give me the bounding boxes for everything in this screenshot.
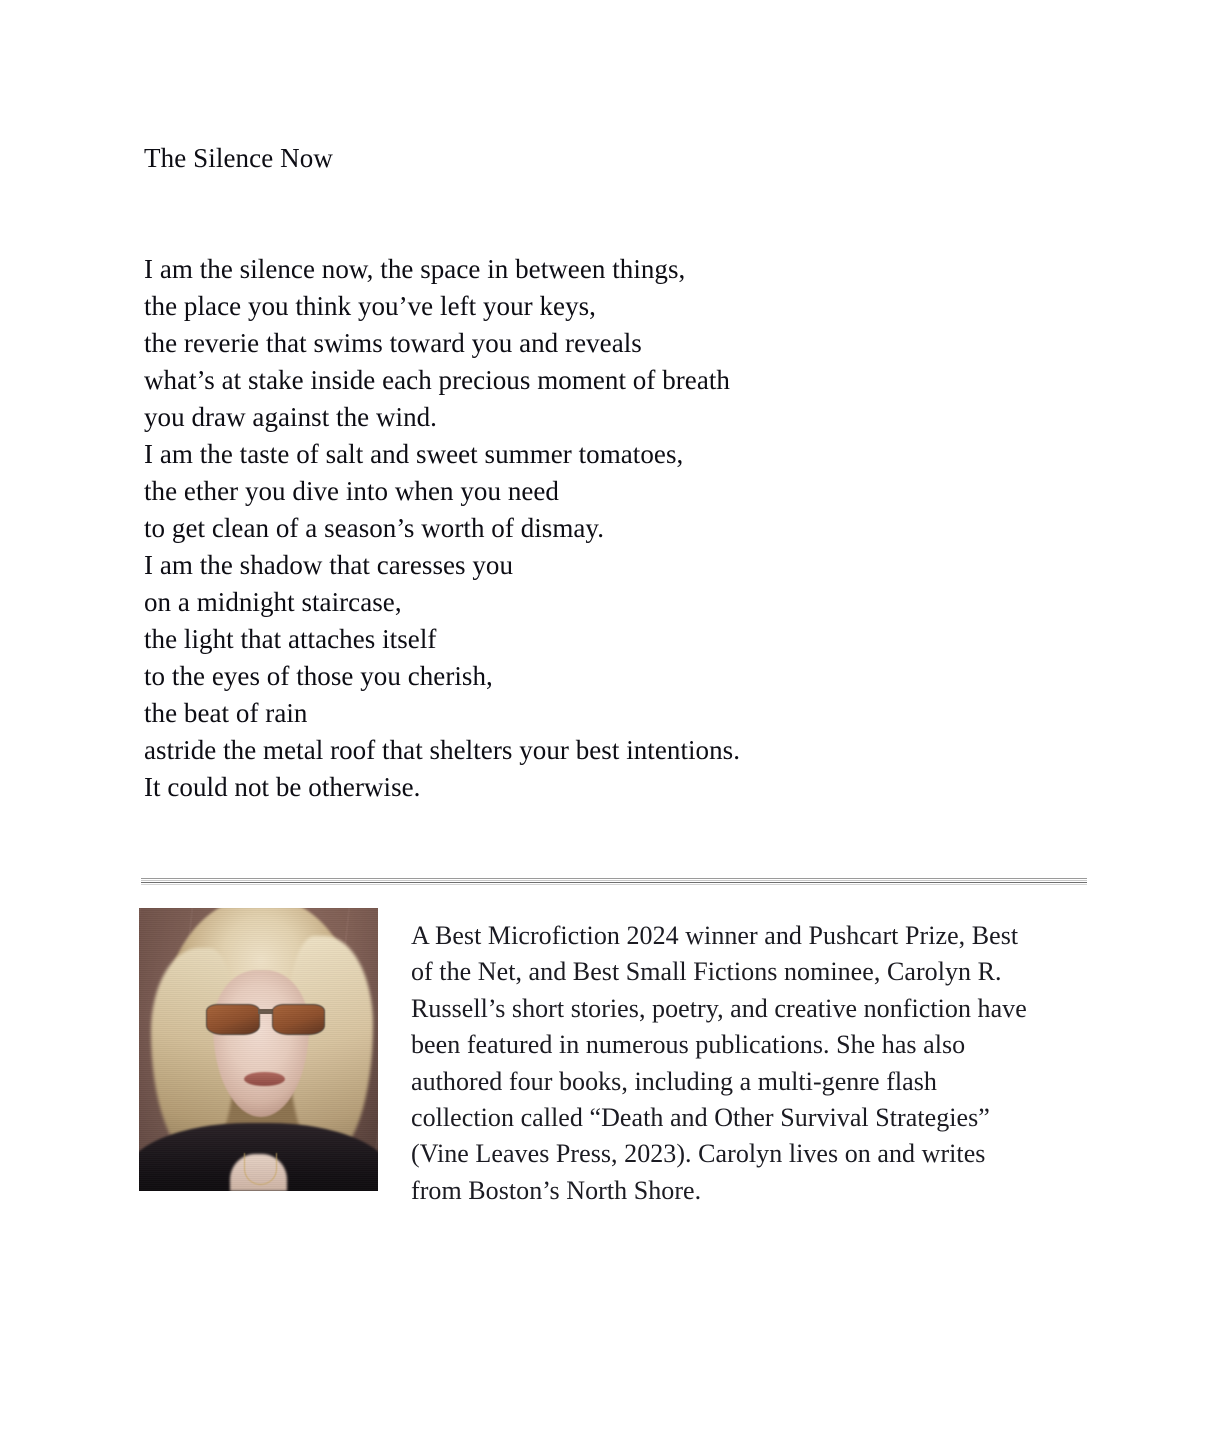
poem-line: the reverie that swims toward you and reveals <box>144 328 642 358</box>
bio-line: of the Net, and Best Small Fictions nominee, Carolyn R. <box>411 957 1002 987</box>
bio-line: A Best Microfiction 2024 winner and Pushcart Prize, Best <box>411 921 1019 950</box>
divider-rule-bottom <box>141 884 1087 885</box>
author-bio-text <box>411 918 1081 1209</box>
poem-line: the light that attaches itself <box>144 624 437 654</box>
poem-line: on a midnight staircase, <box>144 587 402 617</box>
bio-line: been featured in numerous publications. She has also <box>411 1030 966 1060</box>
bio-line: from Boston’s North Shore. <box>411 1175 702 1205</box>
poem-line: the ether you dive into when you need <box>144 476 559 506</box>
poem-line: to get clean of a season’s worth of dismay. <box>144 513 605 543</box>
poem-line: It could not be otherwise. <box>144 772 421 802</box>
bio-line: (Vine Leaves Press, 2023). Carolyn lives on and writes <box>411 1139 986 1169</box>
horizontal-divider <box>141 878 1087 887</box>
poem-line: what’s at stake inside each precious moment of breath <box>144 365 730 395</box>
sunglasses-lens-right <box>272 1004 326 1035</box>
poem-line: I am the silence now, the space in between things, <box>144 254 686 284</box>
poem-title: The Silence Now <box>144 143 333 173</box>
poem-block <box>144 140 1064 806</box>
sunglasses-bridge <box>258 1009 272 1014</box>
sunglasses-lens-left <box>206 1004 260 1035</box>
poem-line: the place you think you’ve left your keys, <box>144 291 596 321</box>
sunglasses-icon <box>206 1004 326 1035</box>
divider-rule-top <box>141 878 1087 879</box>
poem-line: you draw against the wind. <box>144 402 437 432</box>
poem-line: astride the metal roof that shelters your best intentions. <box>144 735 741 765</box>
poem-line: I am the taste of salt and sweet summer tomatoes, <box>144 439 684 469</box>
author-photo <box>139 908 378 1191</box>
poem-line: I am the shadow that caresses you <box>144 550 514 580</box>
divider-rule-inner-top <box>141 880 1087 881</box>
bio-line: collection called “Death and Other Survival Strategies” <box>411 1103 990 1133</box>
bio-line: Russell’s short stories, poetry, and creative nonfiction have <box>411 993 1027 1023</box>
poem-body <box>144 251 1064 806</box>
bio-line: authored four books, including a multi-genre flash <box>411 1066 937 1096</box>
poem-line: to the eyes of those you cherish, <box>144 661 493 691</box>
divider-rule-inner-bottom <box>141 882 1087 883</box>
poem-line: the beat of rain <box>144 698 308 728</box>
